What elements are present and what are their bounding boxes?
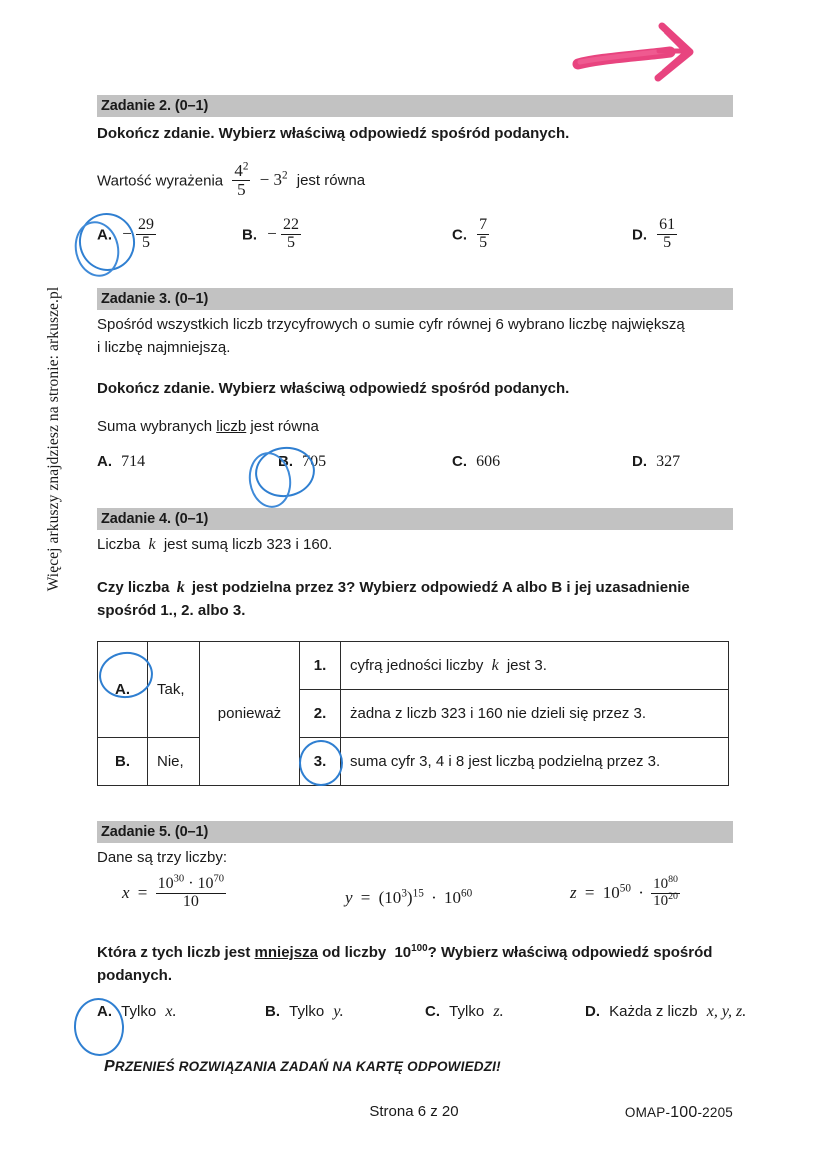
table-cell-reason-1 xyxy=(341,642,729,690)
table-cell-reason-2: żadna z liczb 323 i 160 nie dzieli się przez 3. xyxy=(341,690,729,738)
option-value: 606 xyxy=(476,453,501,470)
task5-question-line2: podanych. xyxy=(97,967,173,984)
footer-page-number: Strona 6 z 20 xyxy=(369,1103,459,1120)
base-1: 10 xyxy=(602,883,620,903)
option-fraction xyxy=(281,217,301,252)
formula-variable: x xyxy=(122,883,130,903)
option-label: C. xyxy=(425,1003,440,1020)
option-label: A. xyxy=(97,453,112,470)
option-fraction xyxy=(477,217,489,252)
option-label: B. xyxy=(278,453,293,470)
frac-denominator: 10 xyxy=(182,892,199,910)
task2-expression-tail xyxy=(260,170,288,189)
task2-instruction: Dokończ zdanie. Wybierz właściwą odpowiedź spośród podanych. xyxy=(97,125,570,142)
frac-numerator: 7 xyxy=(479,216,488,233)
frac-denominator: 5 xyxy=(663,233,672,251)
option-label: B. xyxy=(242,226,257,244)
option-text: Tylko xyxy=(449,1003,485,1020)
option-variable: y. xyxy=(333,1003,344,1020)
dot-operator: · xyxy=(431,888,437,907)
task2-expression-fraction xyxy=(232,162,250,199)
task2-option-D[interactable] xyxy=(632,218,677,253)
option-text: Tylko xyxy=(289,1003,325,1020)
task4-question-line1 xyxy=(97,576,742,599)
task5-formula-z: $z = 10^{50}$ · $\frac{10^{80}}{10^{20}}$ xyxy=(570,874,678,909)
option-variable: x, y, z. xyxy=(706,1003,747,1020)
option-label: C. xyxy=(452,453,467,470)
option-label: A. xyxy=(97,226,112,244)
code-prefix: OMAP- xyxy=(624,1105,671,1120)
task3-stem-underlined: liczb xyxy=(216,418,247,435)
reason-text-b: jest 3. xyxy=(506,656,547,674)
num-exp: 80 xyxy=(668,874,678,885)
question-text-b: od liczby xyxy=(322,944,387,961)
task5-formula-x: x = $\frac{10^{30} \cdot 10^{70}}{10}$ xyxy=(122,873,225,910)
task4-stem-b: jest sumą liczb 323 i 160. xyxy=(163,536,333,553)
task4-question-line2: spośród 1., 2. albo 3. xyxy=(97,602,246,619)
option-label: D. xyxy=(585,1003,600,1020)
table-cell-num-1[interactable]: 1. xyxy=(300,642,341,690)
frac-denominator: 5 xyxy=(141,233,150,251)
task5-answer-row xyxy=(97,1003,747,1037)
task3-option-B[interactable] xyxy=(278,453,326,471)
task5-question-line1 xyxy=(97,941,747,964)
task2-option-A[interactable] xyxy=(97,218,156,253)
exp-1: 50 xyxy=(619,882,631,895)
num-base: 10 xyxy=(653,876,669,892)
table-cell-num-2[interactable]: 2. xyxy=(300,690,341,738)
formula-open-paren: (10 xyxy=(378,888,402,907)
option-sign: − xyxy=(122,224,132,244)
option-text: Tylko xyxy=(121,1003,157,1020)
dot-operator: · xyxy=(188,875,194,892)
formula-close-paren: ) xyxy=(406,888,413,907)
table-cell-letter-A[interactable]: A. xyxy=(98,642,148,738)
task3-header: Zadanie 3. (0–1) xyxy=(97,288,733,310)
table-cell-because: ponieważ xyxy=(200,642,300,786)
table-cell-word-tak: Tak, xyxy=(148,642,200,738)
table-row xyxy=(98,642,729,690)
frac-numerator: 29 xyxy=(137,216,154,233)
task3-stem xyxy=(97,415,319,438)
task3-instruction: Dokończ zdanie. Wybierz właściwą odpowiedź spośród podanych. xyxy=(97,380,570,397)
task4-question-b: jest podzielna przez 3? Wybierz odpowiedź A albo B i jej uzasadnienie xyxy=(191,579,690,596)
option-value: 714 xyxy=(121,453,146,470)
table-cell-reason-3: suma cyfr 3, 4 i 8 jest liczbą podzielną przez 3. xyxy=(341,738,729,786)
table-cell-num-3[interactable]: 3. xyxy=(300,738,341,786)
task5-option-D[interactable] xyxy=(585,1003,746,1021)
frac-denominator: 5 xyxy=(479,233,488,251)
task2-header: Zadanie 2. (0–1) xyxy=(97,95,733,117)
question-underlined: mniejsza xyxy=(254,944,318,961)
task4-stem-a: Liczba xyxy=(97,536,141,553)
task3-option-D[interactable] xyxy=(632,453,680,471)
option-value: 705 xyxy=(302,453,327,470)
option-fraction xyxy=(136,217,156,252)
task2-stem-suffix: jest równa xyxy=(296,172,366,190)
task4-question-a: Czy liczba xyxy=(97,579,170,596)
task5-option-C[interactable] xyxy=(425,1003,504,1021)
task2-answer-row xyxy=(97,218,733,252)
code-mid: 100 xyxy=(670,1104,698,1121)
task4-stem xyxy=(97,533,332,556)
task3-body-line1: Spośród wszystkich liczb trzycyfrowych o sumie cyfr równej 6 wybrano liczbę największą xyxy=(97,316,685,333)
task2-option-B[interactable] xyxy=(242,218,301,253)
pink-arrow-annotation xyxy=(566,18,716,90)
task5-header: Zadanie 5. (0–1) xyxy=(97,821,733,843)
option-label: C. xyxy=(452,226,467,244)
task5-intro: Dane są trzy liczby: xyxy=(97,849,228,866)
power-base: 10 xyxy=(394,944,412,961)
formula-variable: z xyxy=(570,883,577,903)
footer-document-code xyxy=(625,1104,733,1122)
task3-option-A[interactable] xyxy=(97,453,145,471)
task4-stem-variable: k xyxy=(148,536,156,553)
num-base-1: 10 xyxy=(157,875,174,892)
task3-answer-row xyxy=(97,453,733,487)
power-exponent: 100 xyxy=(411,943,428,954)
frac-denominator: 5 xyxy=(237,179,246,199)
reason-variable: k xyxy=(491,656,499,674)
option-fraction xyxy=(657,217,677,252)
frac-numerator: 61 xyxy=(659,216,676,233)
option-label: A. xyxy=(97,1003,112,1020)
formula-fraction xyxy=(651,874,680,910)
option-text: Każda z liczb xyxy=(609,1003,698,1020)
frac-numerator: 4 xyxy=(234,161,243,180)
table-cell-letter-B[interactable]: B. xyxy=(98,738,148,786)
transfer-note-first-letter: P xyxy=(104,1058,115,1075)
den-exp: 20 xyxy=(668,890,678,902)
num-exp-2: 70 xyxy=(213,873,225,885)
outer-exponent: 15 xyxy=(412,887,424,900)
task2-stem-prefix: Wartość wyrażenia xyxy=(97,172,224,190)
num-base-2: 10 xyxy=(197,875,214,892)
code-suffix: -2205 xyxy=(697,1105,733,1120)
option-variable: z. xyxy=(493,1003,504,1020)
reason-text-a: cyfrą jedności liczby xyxy=(350,656,484,674)
task2-stem xyxy=(97,160,366,200)
task3-option-C[interactable] xyxy=(452,453,500,471)
task5-option-B[interactable] xyxy=(265,1003,344,1021)
minus-sign: − xyxy=(259,170,270,190)
task2-option-C[interactable] xyxy=(452,218,489,253)
question-text-c: ? Wybierz właściwą odpowiedź spośród xyxy=(427,944,713,961)
task3-body-line2: i liczbę najmniejszą. xyxy=(97,339,231,356)
formula-variable: y xyxy=(345,888,353,907)
task5-formula-y: $y = (10^3)^{15} \cdot 10^{60}$ xyxy=(345,887,473,907)
inner-exponent: 3 xyxy=(401,887,407,900)
option-label: D. xyxy=(632,226,647,244)
num-exp-1: 30 xyxy=(173,873,185,885)
sidebar-watermark: Więcej arkuszy znajdziesz na stronie: arkusze.pl xyxy=(45,286,62,592)
expression-term-exponent: 2 xyxy=(281,169,288,182)
task4-header: Zadanie 4. (0–1) xyxy=(97,508,733,530)
base-2: 10 xyxy=(443,888,461,907)
task3-stem-prefix: Suma wybranych xyxy=(97,418,213,435)
task4-question-variable: k xyxy=(176,579,185,596)
frac-numerator-exponent: 2 xyxy=(242,160,249,173)
table-cell-word-nie: Nie, xyxy=(148,738,200,786)
option-label: D. xyxy=(632,453,647,470)
den-base: 10 xyxy=(653,892,669,909)
task4-answer-table xyxy=(97,641,729,786)
task3-stem-suffix: jest równa xyxy=(250,418,319,435)
option-sign: − xyxy=(267,224,277,244)
question-text-a: Która z tych liczb jest xyxy=(97,944,251,961)
transfer-note-rest: RZENIEŚ ROZWIĄZANIA ZADAŃ NA KARTĘ ODPOWIEDZI! xyxy=(114,1059,501,1074)
transfer-answers-note xyxy=(104,1058,501,1076)
expression-term: 3 xyxy=(273,170,282,190)
dot-operator: · xyxy=(638,883,644,903)
option-value: 327 xyxy=(656,453,681,470)
option-variable: x. xyxy=(165,1003,177,1020)
task5-option-A[interactable] xyxy=(97,1003,176,1021)
frac-numerator: 22 xyxy=(282,216,299,233)
option-label: B. xyxy=(265,1003,280,1020)
formula-fraction xyxy=(156,873,226,911)
frac-denominator: 5 xyxy=(286,233,295,251)
exp-2: 60 xyxy=(460,887,473,900)
